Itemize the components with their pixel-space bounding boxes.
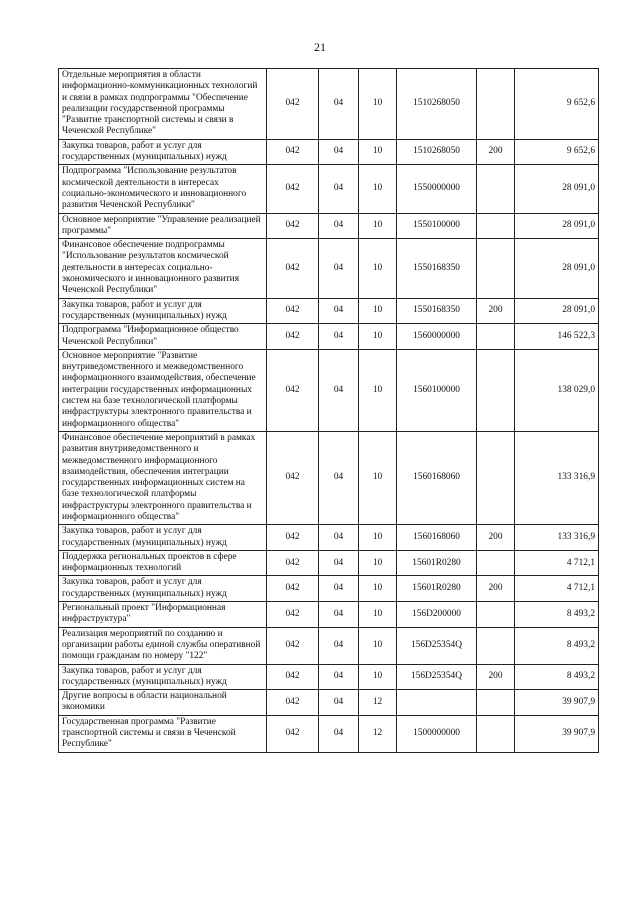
amount: 28 091,0 xyxy=(515,165,599,213)
row-name: Реализация мероприятий по созданию и организации работы единой службы оперативной помощи гражданам по номеру "122" xyxy=(59,627,267,664)
expense-type-code: 200 xyxy=(477,525,515,551)
row-name: Закупка товаров, работ и услуг для государственных (муниципальных) нужд xyxy=(59,664,267,690)
table-row xyxy=(59,213,599,239)
amount: 4 712,1 xyxy=(515,550,599,576)
table-row xyxy=(59,690,599,716)
expense-type-code: 200 xyxy=(477,139,515,165)
amount: 39 907,9 xyxy=(515,690,599,716)
ministry-code: 042 xyxy=(267,602,319,628)
target-article-code: 1550000000 xyxy=(397,165,477,213)
section-code: 04 xyxy=(319,139,359,165)
expense-type-code: 200 xyxy=(477,298,515,324)
row-name: Финансовое обеспечение подпрограммы "Использование результатов космической деятельности в интересах социально-экономического и инновационного развития Чеченской Республики" xyxy=(59,239,267,298)
ministry-code: 042 xyxy=(267,213,319,239)
subsection-code: 10 xyxy=(359,239,397,298)
row-name: Закупка товаров, работ и услуг для государственных (муниципальных) нужд xyxy=(59,576,267,602)
budget-table xyxy=(58,68,599,753)
table-row xyxy=(59,324,599,350)
target-article-code: 156D25354Q xyxy=(397,664,477,690)
expense-type-code xyxy=(477,550,515,576)
ministry-code: 042 xyxy=(267,664,319,690)
expense-type-code xyxy=(477,349,515,431)
expense-type-code xyxy=(477,690,515,716)
table-row xyxy=(59,576,599,602)
row-name: Основное мероприятие "Развитие внутриведомственного и межведомственного информационного взаимодействия, обеспечение интеграции государственных информационных систем на базе технологической платформы инфраструктуры электронного правительства и информационного общества" xyxy=(59,349,267,431)
table-row xyxy=(59,664,599,690)
ministry-code: 042 xyxy=(267,165,319,213)
section-code: 04 xyxy=(319,239,359,298)
row-name: Закупка товаров, работ и услуг для государственных (муниципальных) нужд xyxy=(59,139,267,165)
amount: 28 091,0 xyxy=(515,213,599,239)
target-article-code: 15601R0280 xyxy=(397,550,477,576)
subsection-code: 10 xyxy=(359,69,397,140)
table-row xyxy=(59,715,599,752)
ministry-code: 042 xyxy=(267,525,319,551)
target-article-code: 1560168060 xyxy=(397,431,477,524)
section-code: 04 xyxy=(319,298,359,324)
target-article-code: 1510268050 xyxy=(397,69,477,140)
target-article-code: 15601R0280 xyxy=(397,576,477,602)
expense-type-code xyxy=(477,213,515,239)
amount: 8 493,2 xyxy=(515,627,599,664)
amount: 8 493,2 xyxy=(515,664,599,690)
subsection-code: 10 xyxy=(359,349,397,431)
subsection-code: 10 xyxy=(359,213,397,239)
subsection-code: 10 xyxy=(359,550,397,576)
section-code: 04 xyxy=(319,213,359,239)
amount: 9 652,6 xyxy=(515,139,599,165)
target-article-code: 1500000000 xyxy=(397,715,477,752)
row-name: Государственная программа "Развитие транспортной системы и связи в Чеченской Республике" xyxy=(59,715,267,752)
section-code: 04 xyxy=(319,165,359,213)
amount: 8 493,2 xyxy=(515,602,599,628)
table-row xyxy=(59,165,599,213)
page-number: 21 xyxy=(314,40,326,54)
subsection-code: 10 xyxy=(359,664,397,690)
row-name: Подпрограмма "Информационное общество Чеченской Республики" xyxy=(59,324,267,350)
target-article-code: 1560168060 xyxy=(397,525,477,551)
row-name: Другие вопросы в области национальной экономики xyxy=(59,690,267,716)
subsection-code: 12 xyxy=(359,715,397,752)
table-row xyxy=(59,602,599,628)
target-article-code: 156D200000 xyxy=(397,602,477,628)
expense-type-code xyxy=(477,324,515,350)
section-code: 04 xyxy=(319,431,359,524)
amount: 138 029,0 xyxy=(515,349,599,431)
expense-type-code xyxy=(477,431,515,524)
ministry-code: 042 xyxy=(267,627,319,664)
expense-type-code: 200 xyxy=(477,664,515,690)
row-name: Региональный проект "Информационная инфраструктура" xyxy=(59,602,267,628)
ministry-code: 042 xyxy=(267,69,319,140)
subsection-code: 10 xyxy=(359,431,397,524)
amount: 28 091,0 xyxy=(515,239,599,298)
row-name: Финансовое обеспечение мероприятий в рамках развития внутриведомственного и межведомственного информационного взаимодействия, обеспечения интеграции государственных информационных систем на базе технологической платформы инфраструктуры электронного правительства и информационного общества" xyxy=(59,431,267,524)
section-code: 04 xyxy=(319,715,359,752)
row-name: Поддержка региональных проектов в сфере информационных технологий xyxy=(59,550,267,576)
table-row xyxy=(59,431,599,524)
row-name: Подпрограмма "Использование результатов космической деятельности в интересах социально-экономического и инновационного развития Чеченской Республики" xyxy=(59,165,267,213)
amount: 4 712,1 xyxy=(515,576,599,602)
ministry-code: 042 xyxy=(267,576,319,602)
section-code: 04 xyxy=(319,627,359,664)
ministry-code: 042 xyxy=(267,298,319,324)
subsection-code: 10 xyxy=(359,324,397,350)
amount: 146 522,3 xyxy=(515,324,599,350)
ministry-code: 042 xyxy=(267,550,319,576)
ministry-code: 042 xyxy=(267,324,319,350)
table-row xyxy=(59,525,599,551)
expense-type-code xyxy=(477,602,515,628)
subsection-code: 10 xyxy=(359,139,397,165)
section-code: 04 xyxy=(319,324,359,350)
expense-type-code xyxy=(477,627,515,664)
target-article-code: 1510268050 xyxy=(397,139,477,165)
section-code: 04 xyxy=(319,69,359,140)
target-article-code xyxy=(397,690,477,716)
table-row xyxy=(59,627,599,664)
target-article-code: 1560000000 xyxy=(397,324,477,350)
target-article-code: 1560100000 xyxy=(397,349,477,431)
section-code: 04 xyxy=(319,690,359,716)
section-code: 04 xyxy=(319,349,359,431)
target-article-code: 156D25354Q xyxy=(397,627,477,664)
subsection-code: 10 xyxy=(359,165,397,213)
expense-type-code xyxy=(477,715,515,752)
subsection-code: 10 xyxy=(359,627,397,664)
target-article-code: 1550168350 xyxy=(397,298,477,324)
ministry-code: 042 xyxy=(267,139,319,165)
table-row xyxy=(59,298,599,324)
ministry-code: 042 xyxy=(267,715,319,752)
row-name: Закупка товаров, работ и услуг для государственных (муниципальных) нужд xyxy=(59,525,267,551)
table-row xyxy=(59,139,599,165)
table-row xyxy=(59,69,599,140)
section-code: 04 xyxy=(319,525,359,551)
subsection-code: 10 xyxy=(359,525,397,551)
target-article-code: 1550100000 xyxy=(397,213,477,239)
target-article-code: 1550168350 xyxy=(397,239,477,298)
amount: 39 907,9 xyxy=(515,715,599,752)
budget-table-body xyxy=(59,69,599,753)
subsection-code: 12 xyxy=(359,690,397,716)
amount: 9 652,6 xyxy=(515,69,599,140)
section-code: 04 xyxy=(319,550,359,576)
expense-type-code xyxy=(477,69,515,140)
amount: 133 316,9 xyxy=(515,431,599,524)
table-row xyxy=(59,349,599,431)
expense-type-code xyxy=(477,165,515,213)
ministry-code: 042 xyxy=(267,690,319,716)
ministry-code: 042 xyxy=(267,431,319,524)
row-name: Основное мероприятие "Управление реализацией программы" xyxy=(59,213,267,239)
table-row xyxy=(59,550,599,576)
row-name: Отдельные мероприятия в области информационно-коммуникационных технологий и связи в рамках подпрограммы "Обеспечение реализации государственной программы "Развитие транспортной системы и связи в Чеченской Республике" xyxy=(59,69,267,140)
subsection-code: 10 xyxy=(359,298,397,324)
section-code: 04 xyxy=(319,602,359,628)
ministry-code: 042 xyxy=(267,239,319,298)
section-code: 04 xyxy=(319,664,359,690)
subsection-code: 10 xyxy=(359,576,397,602)
table-row xyxy=(59,239,599,298)
amount: 133 316,9 xyxy=(515,525,599,551)
expense-type-code xyxy=(477,239,515,298)
expense-type-code: 200 xyxy=(477,576,515,602)
section-code: 04 xyxy=(319,576,359,602)
amount: 28 091,0 xyxy=(515,298,599,324)
subsection-code: 10 xyxy=(359,602,397,628)
row-name: Закупка товаров, работ и услуг для государственных (муниципальных) нужд xyxy=(59,298,267,324)
ministry-code: 042 xyxy=(267,349,319,431)
